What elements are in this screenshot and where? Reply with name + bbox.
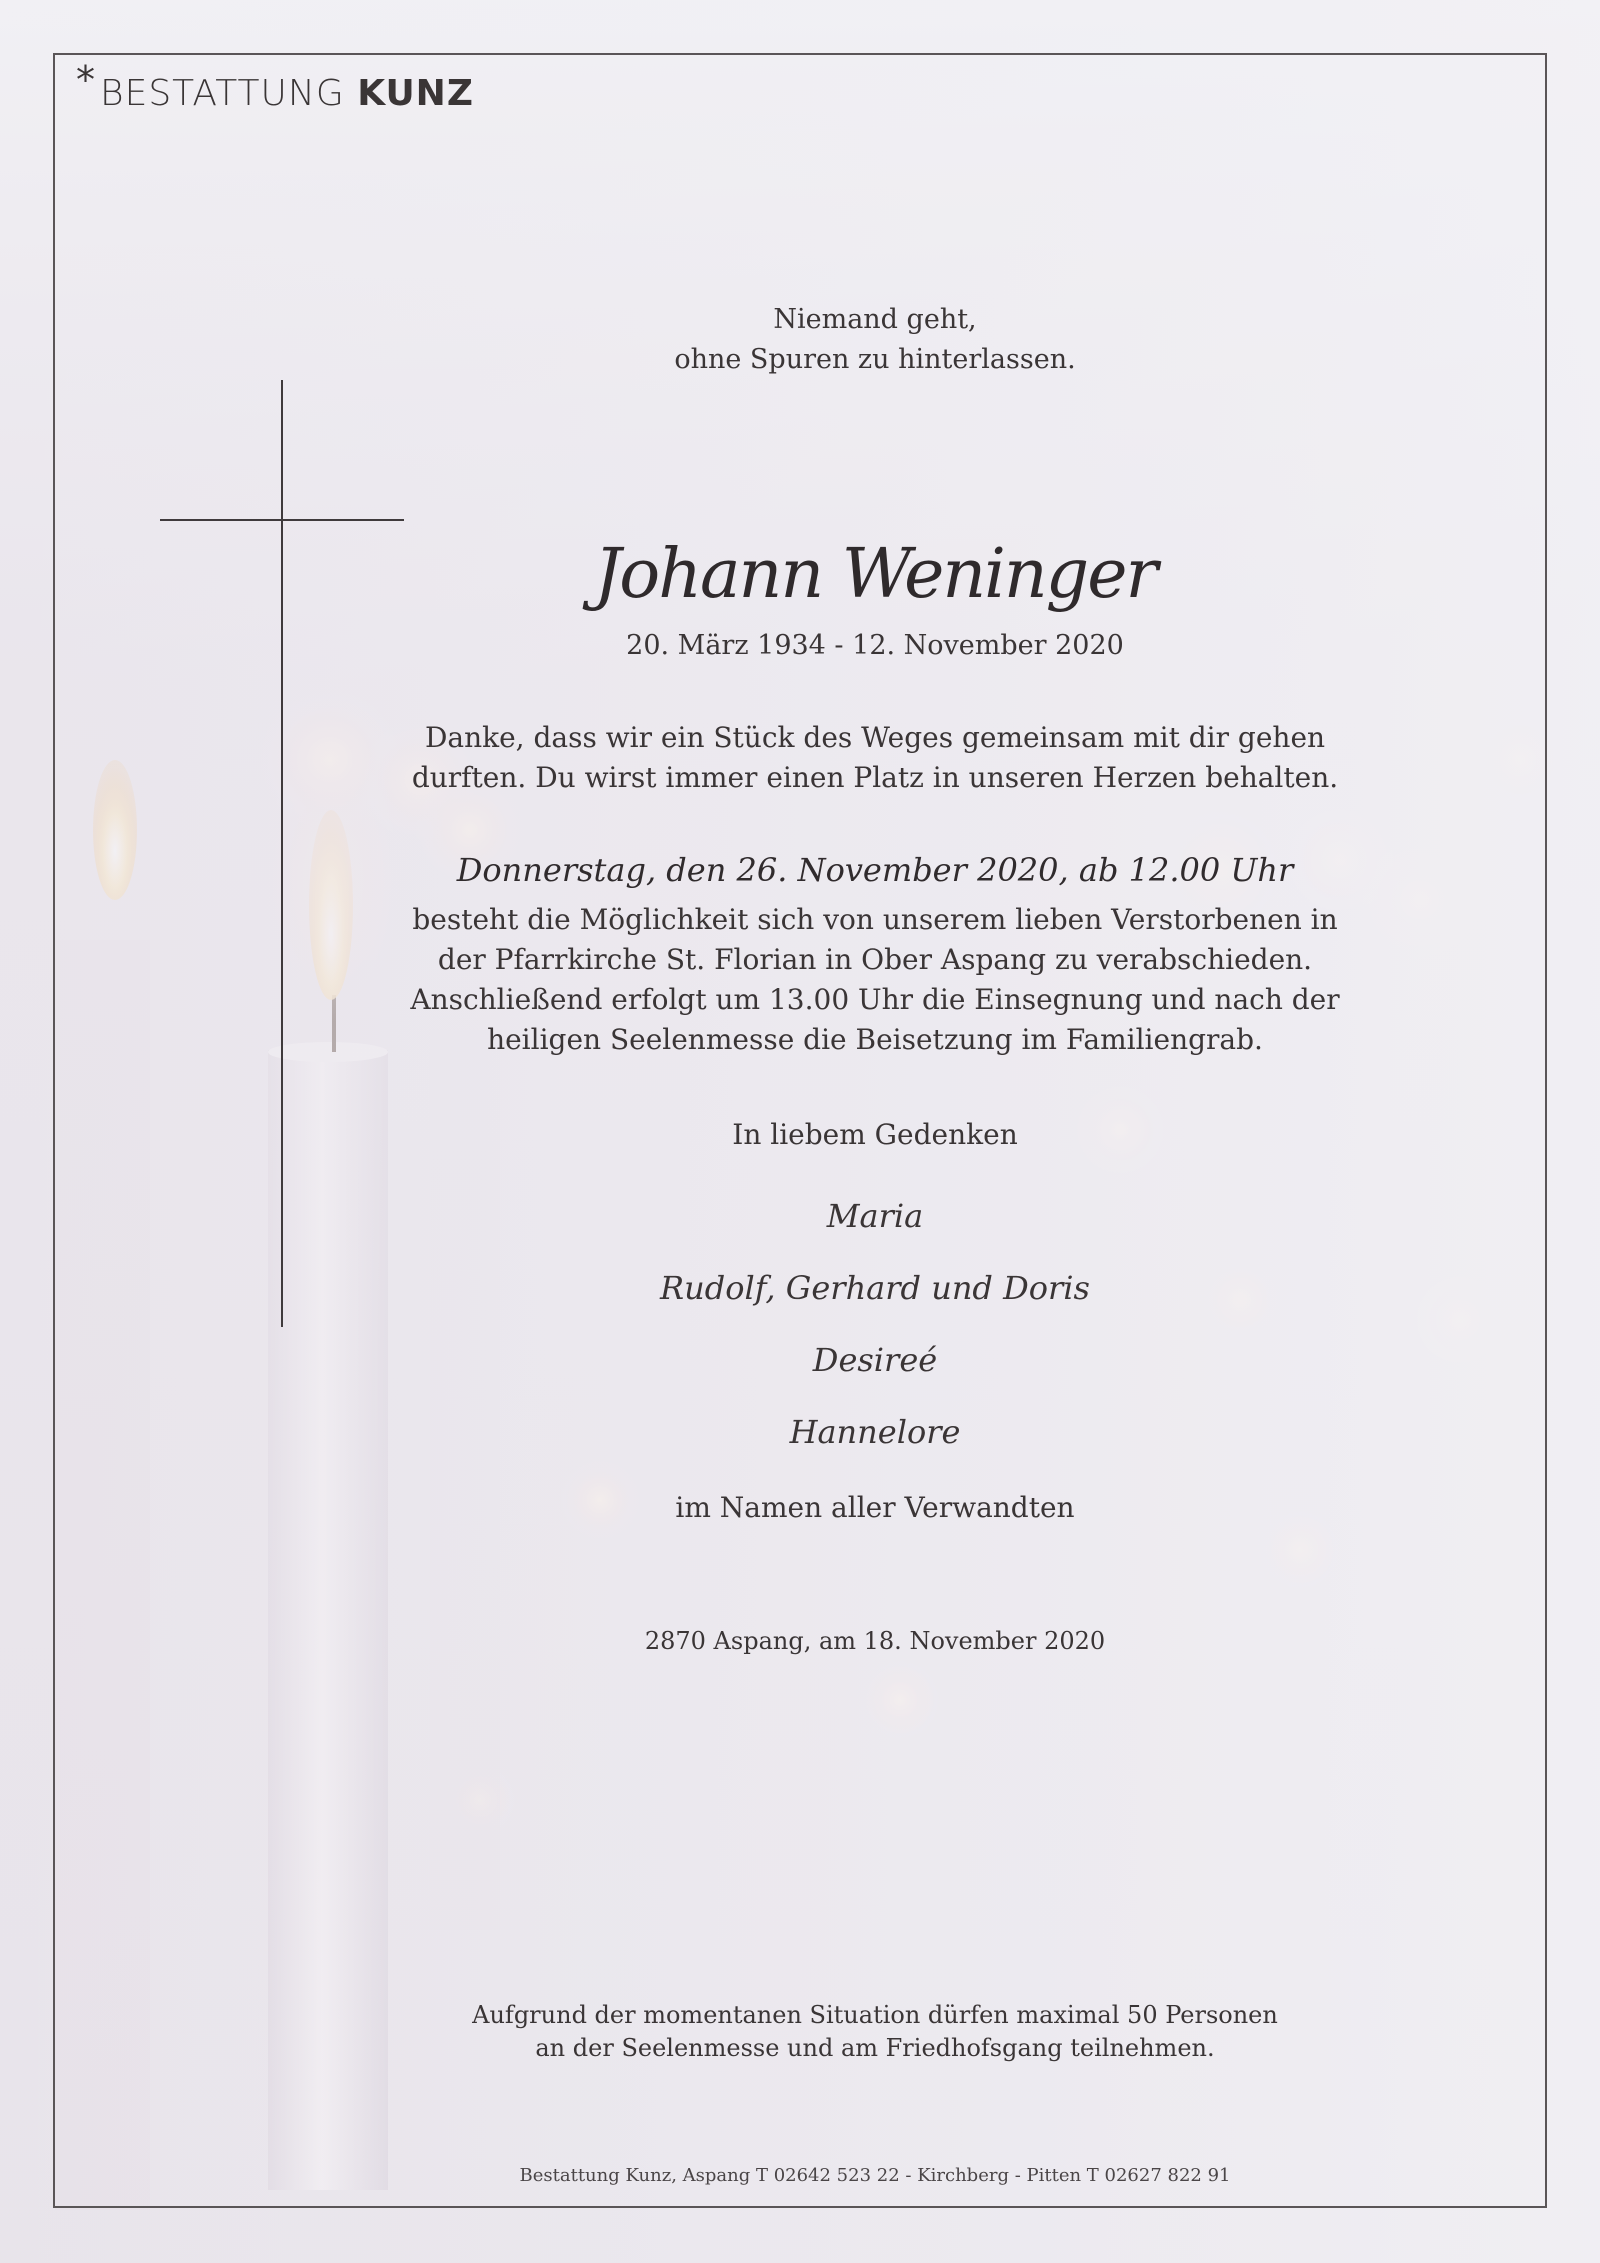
place-and-date: 2870 Aspang, am 18. November 2020 [644, 1627, 1106, 1655]
attendance-notice [375, 1999, 1375, 2065]
notice-line: Aufgrund der momentanen Situation dürfen maximal 50 Personen [472, 2001, 1278, 2029]
life-dates: 20. März 1934 - 12. November 2020 [626, 630, 1124, 661]
deceased-name: Johann Weninger [594, 535, 1156, 614]
notice-line: an der Seelenmesse und am Friedhofsgang teilnehmen. [535, 2034, 1215, 2062]
thanks-line: durften. Du wirst immer einen Platz in unseren Herzen behalten. [411, 761, 1339, 794]
funeral-home-logo [76, 58, 474, 114]
mourner-name: Hannelore [789, 1413, 961, 1451]
thanks-line: Danke, dass wir ein Stück des Weges gemeinsam mit dir gehen [424, 721, 1326, 754]
thanks-message [375, 718, 1375, 798]
mourners-list [375, 1190, 1375, 1478]
quote-line: Niemand geht, [773, 304, 977, 335]
service-line: heiligen Seelenmesse die Beisetzung im Familiengrab. [487, 1023, 1263, 1056]
memorial-quote [375, 300, 1375, 380]
logo-word-bold: KUNZ [357, 73, 474, 114]
service-line: der Pfarrkirche St. Florian in Ober Aspang zu verabschieden. [437, 943, 1313, 976]
footer-contact: Bestattung Kunz, Aspang T 02642 523 22 - Kirchberg - Pitten T 02627 822 91 [519, 2165, 1231, 2186]
logo-word-light: BESTATTUNG [100, 73, 345, 114]
service-line: besteht die Möglichkeit sich von unserem lieben Verstorbenen in [412, 903, 1338, 936]
service-date: Donnerstag, den 26. November 2020, ab 12.00 Uhr [456, 851, 1294, 889]
mourner-name: Rudolf, Gerhard und Doris [660, 1269, 1090, 1307]
service-line: Anschließend erfolgt um 13.00 Uhr die Einsegnung und nach der [410, 983, 1340, 1016]
cross-icon-horizontal [160, 519, 404, 521]
relatives-note: im Namen aller Verwandten [675, 1491, 1075, 1524]
mourner-name: Maria [826, 1197, 924, 1235]
cross-icon-vertical [281, 380, 283, 1327]
in-memory-heading: In liebem Gedenken [732, 1118, 1018, 1151]
service-details [375, 900, 1375, 1060]
quote-line: ohne Spuren zu hinterlassen. [674, 344, 1076, 375]
mourner-name: Desireé [812, 1341, 938, 1379]
logo-star-icon: * [76, 58, 96, 102]
